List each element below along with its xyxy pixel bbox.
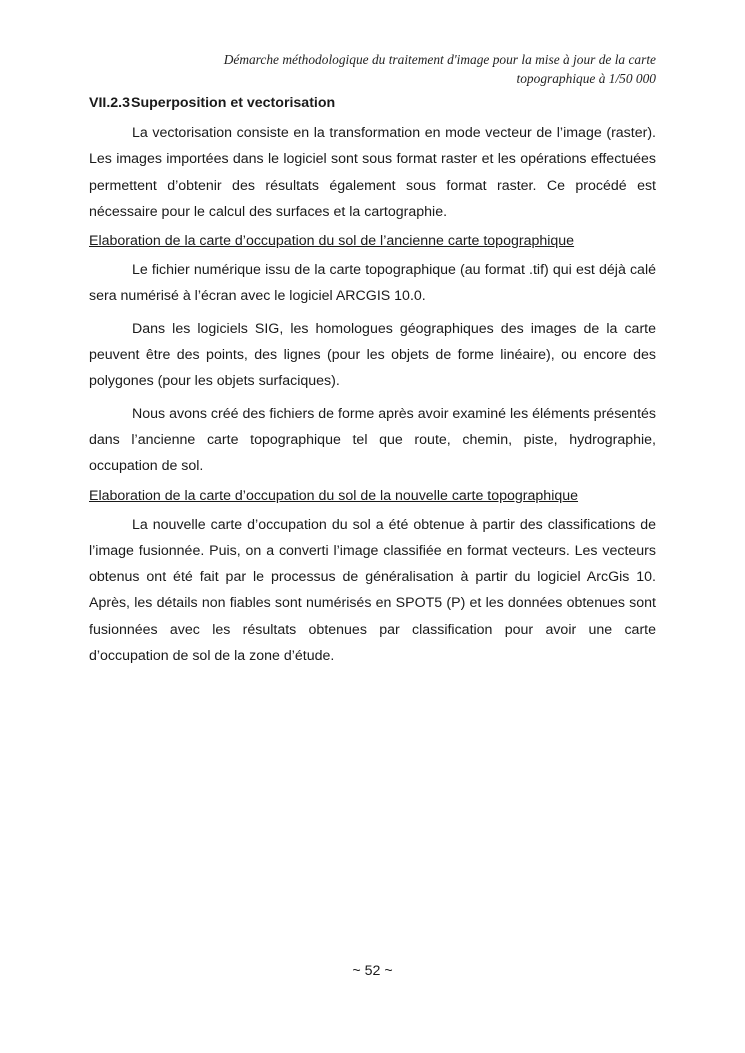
header-line-2: topographique à 1/50 000 [516,71,656,86]
paragraph-sig-homologues: Dans les logiciels SIG, les homologues géographiques des images de la carte peuvent être des points, des lignes (pour les objets de forme linéaire), ou encore des polygones (pour les objets surfaciques). [89,320,656,390]
section-heading [89,93,656,113]
paragraph-vectorisation: La vectorisation consiste en la transformation en mode vecteur de l’image (raster). Les images importées dans le logiciel sont sous format raster et les opérations effectuées permettent d’obtenir des résultats également sous format raster. Ce procédé est nécessaire pour le calcul des surfaces et la cartographie. [89,125,656,220]
section-title: Superposition et vectorisation [131,95,336,111]
paragraph-digital-file: Le fichier numérique issu de la carte topographique (au format .tif) qui est déjà calé sera numérisé à l’écran avec le logiciel ARCGIS 10.0. [89,262,656,305]
subheading-new-map: Elaboration de la carte d’occupation du sol de la nouvelle carte topographique [89,487,579,504]
paragraph-shapefiles: Nous avons créé des fichiers de forme après avoir examiné les éléments présentés dans l’ancienne carte topographique tel que route, chemin, piste, hydrographie, occupation de sol. [89,405,656,475]
section-number: VII.2.3 [89,95,131,111]
running-header [120,50,656,88]
header-line-1: Démarche méthodologique du traitement d'image pour la mise à jour de la carte [223,52,656,67]
page-number: ~ 52 ~ [352,963,393,979]
paragraph-new-map: La nouvelle carte d’occupation du sol a été obtenue à partir des classifications de l’image fusionnée. Puis, on a converti l’image classifiée en format vecteurs. Les vecteurs obtenus ont été fait par le processus de généralisation à partir du logiciel ArcGis 10. Après, les détails non fiables sont numérisés en SPOT5 (P) et les données obtenues sont fusionnées avec les résultats obtenues par classification pour avoir une carte d’occupation de sol de la zone d’étude. [89,516,656,665]
page-body [89,93,656,675]
subheading-old-map: Elaboration de la carte d’occupation du sol de l’ancienne carte topographique [89,233,575,250]
